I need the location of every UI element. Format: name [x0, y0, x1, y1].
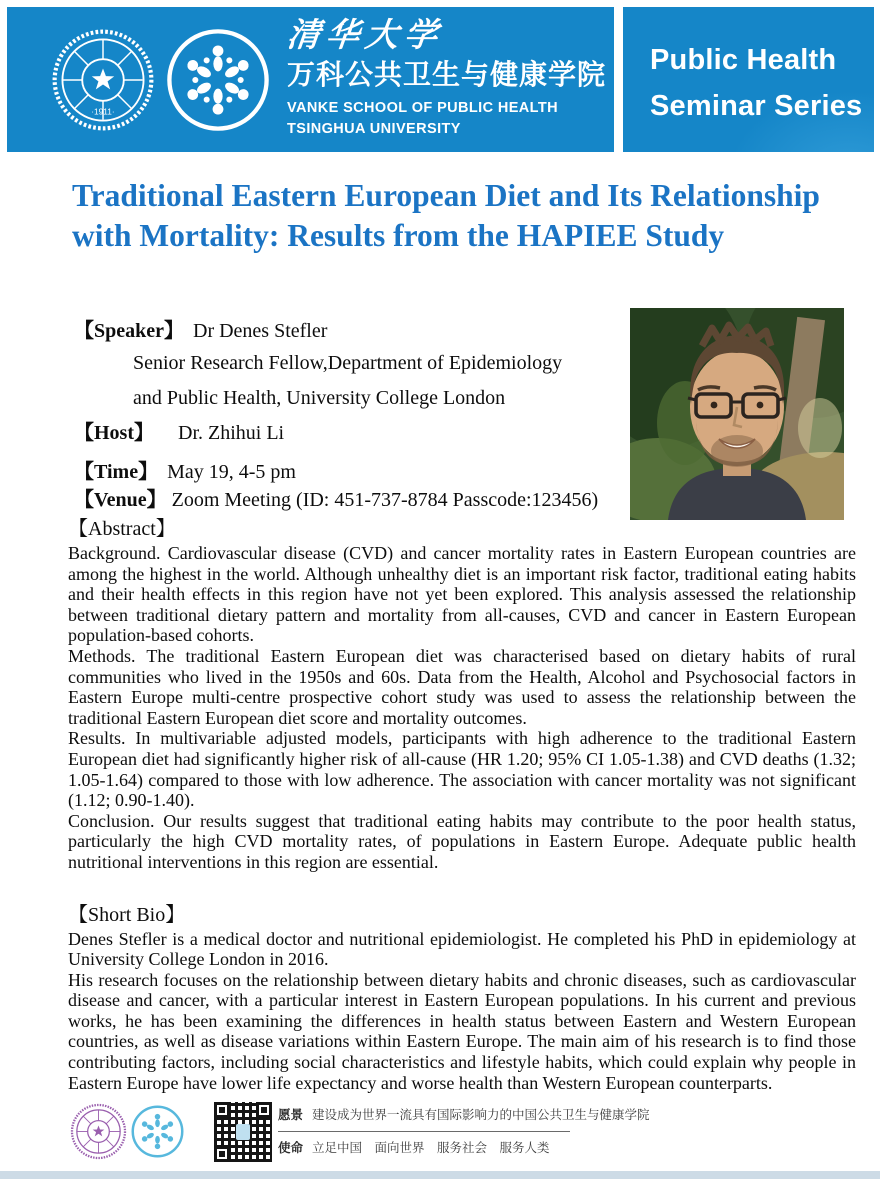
svg-text:·1911·: ·1911·	[91, 105, 115, 116]
vanke-school-footer-icon	[130, 1104, 185, 1159]
header-left	[7, 7, 614, 152]
vision-text: 建设成为世界一流具有国际影响力的中国公共卫生与健康学院	[312, 1108, 650, 1122]
qr-code	[214, 1102, 272, 1162]
venue-label: 【Venue】	[74, 489, 167, 511]
header-divider	[614, 7, 623, 152]
abstract-paragraph-methods: Methods. The traditional Eastern European diet was characterised based on dietary habits of rural communities who lived in the 1950s and 60s. Data from the Health, Alcohol and Psychosocial factors in Eastern Europe multi-centre prospective cohort study was used to assess the relationship between the traditional Eastern European diet score and mortality outcomes.	[68, 645, 856, 728]
time-value: May 19, 4-5 pm	[167, 461, 296, 483]
speaker-row	[74, 318, 630, 344]
speaker-photo	[630, 308, 844, 520]
abstract-paragraph-background: Background. Cardiovascular disease (CVD) and cancer mortality rates in Eastern European countries are among the highest in the world. Although unhealthy diet is an important risk factor, traditional eating habits and their health effects in this region have not yet been explored. This analysis assessed the relationship between traditional dietary pattern and mortality from all-causes, CVD and cancer in Eastern European population-based cohorts.	[68, 543, 856, 646]
school-name-cn: 万科公共卫生与健康学院	[287, 58, 607, 90]
school-name-en	[287, 98, 606, 140]
speaker-label: 【Speaker】	[74, 320, 184, 342]
abstract-heading: 【Abstract】	[68, 518, 176, 540]
university-name-cn: 清华大学	[285, 17, 445, 54]
qr-finder-bottom-left	[214, 1146, 230, 1162]
vision-mission-block	[278, 1107, 650, 1157]
speaker-affiliation-line2: and Public Health, University College London	[133, 387, 506, 409]
school-title-block	[285, 17, 607, 140]
content-body	[68, 516, 856, 1093]
mission-label: 使命	[278, 1141, 304, 1155]
venue-value: Zoom Meeting (ID: 451-737-8784 Passcode:123456)	[171, 489, 599, 511]
header-banner	[7, 7, 874, 152]
time-label: 【Time】	[74, 461, 159, 483]
venue-row	[74, 487, 630, 513]
vision-label: 愿景	[278, 1108, 304, 1122]
series-line1: Public Health	[650, 44, 837, 76]
vanke-school-logo-icon	[164, 26, 272, 134]
host-label: 【Host】	[74, 422, 154, 444]
school-en-line1: VANKE SCHOOL OF PUBLIC HEALTH	[287, 99, 558, 116]
vision-row	[278, 1107, 650, 1124]
host-row	[74, 420, 630, 446]
tsinghua-seal-logo-icon	[51, 28, 155, 132]
qr-finder-top-right	[256, 1102, 272, 1118]
qr-center-logo	[236, 1124, 250, 1140]
series-line2: Seminar Series	[650, 90, 863, 122]
bio-heading: 【Short Bio】	[68, 903, 186, 926]
abstract-paragraph-conclusion: Conclusion. Our results suggest that traditional eating habits may contribute to the poor health status, particularly the high CVD mortality rates, of populations in Eastern Europe. Adequate public health nutritional interventions in this region are essential.	[68, 810, 856, 872]
seminar-series-banner	[623, 7, 874, 152]
tsinghua-seal-footer-icon	[70, 1103, 127, 1160]
speaker-photo-image	[630, 308, 844, 520]
footer-divider	[278, 1131, 570, 1132]
bio-paragraph-2: His research focuses on the relationship between dietary habits and chronic diseases, such as cardiovascular disease and cancer, with a particular interest in Eastern European populations. In his current and previous works, he has been examining the differences in health status between Eastern and Western European countries, as well as disease variations within Eastern Europe. The main aim of his research is to find those contributing factors, including social characteristics and lifestyle habits, which could explain why people in Eastern Europe have lower life expectancy and worse health than Western European counterparts.	[68, 969, 856, 1093]
time-row	[74, 459, 630, 485]
bio-paragraph-1: Denes Stefler is a medical doctor and nutritional epidemiologist. He completed his PhD in epidemiology at University College London in 2016.	[68, 928, 856, 970]
bottom-strip	[0, 1171, 880, 1179]
mission-text: 立足中国 面向世界 服务社会 服务人类	[312, 1141, 550, 1155]
speaker-name: Dr Denes Stefler	[193, 320, 328, 342]
host-name: Dr. Zhihui Li	[178, 422, 285, 444]
event-details	[74, 318, 630, 513]
mission-row	[278, 1140, 578, 1157]
qr-finder-top-left	[214, 1102, 230, 1118]
school-en-line2: TSINGHUA UNIVERSITY	[287, 120, 461, 137]
speaker-affiliation-line1: Senior Research Fellow,Department of Epidemiology	[133, 352, 563, 374]
seminar-title: Traditional Eastern European Diet and Its Relationship with Mortality: Results from the HAPIEE Study	[72, 178, 820, 253]
abstract-paragraph-results: Results. In multivariable adjusted models, participants with high adherence to the traditional Eastern European diet had significantly higher risk of all-cause (HR 1.20; 95% CI 1.05-1.38) and CVD deaths (1.32; 1.05-1.64) compared to those with low adherence. The association with cancer mortality was not significant (1.12; 0.90-1.40).	[68, 728, 856, 811]
